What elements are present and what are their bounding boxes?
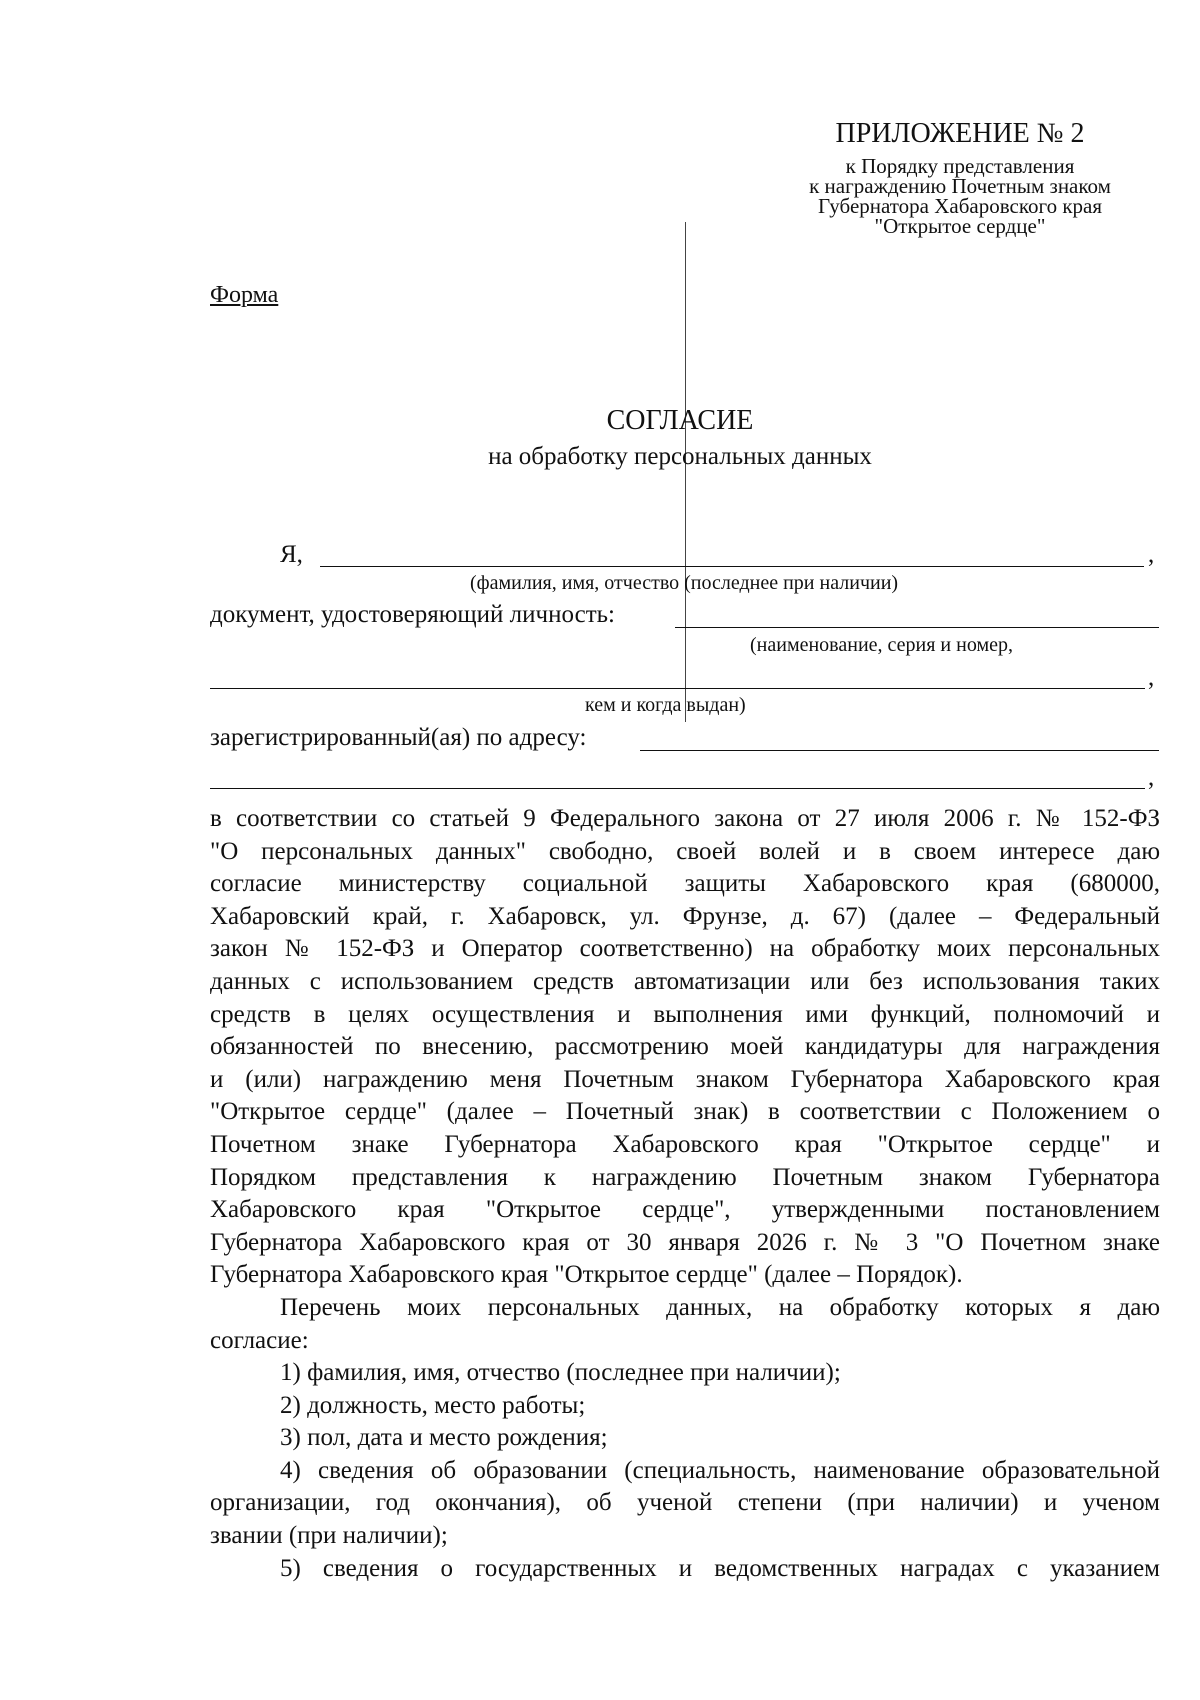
appendix-title: ПРИЛОЖЕНИЕ № 2 — [835, 118, 1085, 149]
body-line: "О персональных данных" свободно, своей волей и в своем интересе даю — [210, 837, 1160, 865]
list-item-4: 4) сведения об образовании (специальность, наименование образовательной — [280, 1456, 1160, 1484]
form-label: Форма — [210, 282, 279, 308]
list-intro-end: согласие: — [210, 1326, 309, 1354]
list-item-4-end: звании (при наличии); — [210, 1522, 448, 1550]
document-subtitle: на обработку персональных данных — [488, 443, 872, 470]
body-line: закон № 152-ФЗ и Оператор соответственно) на обработку моих персональных — [210, 935, 1160, 963]
doc-hint-2: кем и когда выдан) — [585, 694, 746, 716]
list-intro: Перечень моих персональных данных, на обработку которых я даю — [280, 1293, 1160, 1321]
doc-hint-1: (наименование, серия и номер, — [750, 634, 1013, 656]
name-prefix: Я, — [280, 541, 303, 568]
address-field-continued[interactable] — [210, 788, 1145, 789]
list-item-1: 1) фамилия, имя, отчество (последнее при наличии); — [280, 1359, 841, 1387]
address-comma: , — [1148, 764, 1155, 791]
doc-field[interactable] — [675, 627, 1159, 628]
doc-label: документ, удостоверяющий личность: — [210, 601, 615, 628]
body-line: согласие министерству социальной защиты Хабаровского края (680000, — [210, 870, 1160, 898]
body-line: "Открытое сердце" (далее – Почетный знак) в соответствии с Положением о — [210, 1098, 1160, 1126]
body-line: данных с использованием средств автоматизации или без использования таких — [210, 967, 1160, 995]
consent-body — [210, 803, 1160, 1585]
list-item-2: 2) должность, место работы; — [280, 1391, 586, 1419]
appendix-line-3: Губернатора Хабаровского края — [817, 194, 1103, 218]
list-item-5: 5) сведения о государственных и ведомственных наградах с указанием — [280, 1554, 1160, 1582]
doc-field-continued[interactable] — [210, 688, 1145, 689]
body-line: Хабаровский край, г. Хабаровск, ул. Фрунзе, д. 67) (далее – Федеральный — [210, 902, 1160, 930]
page-fold-line — [685, 222, 686, 722]
body-line: в соответствии со статьей 9 Федерального закона от 27 июля 2006 г. № 152-ФЗ — [210, 805, 1160, 832]
body-line: Хабаровского края "Открытое сердце", утвержденными постановлением — [210, 1196, 1160, 1224]
list-item-3: 3) пол, дата и место рождения; — [280, 1424, 608, 1452]
document-title: СОГЛАСИЕ — [606, 405, 754, 436]
address-label: зарегистрированный(ая) по адресу: — [210, 724, 587, 751]
appendix-line-2: к награждению Почетным знаком — [809, 174, 1111, 198]
name-comma: , — [1148, 541, 1155, 568]
body-line: Порядком представления к награждению Почетным знаком Губернатора — [210, 1163, 1160, 1191]
name-field[interactable] — [320, 566, 1144, 567]
list-item-4-cont: организации, год окончания), об ученой степени (при наличии) и ученом — [210, 1489, 1160, 1517]
body-line: Почетном знаке Губернатора Хабаровского края "Открытое сердце" и — [210, 1130, 1160, 1158]
doc-comma: , — [1148, 664, 1155, 691]
body-line: Губернатора Хабаровского края "Открытое сердце" (далее – Порядок). — [210, 1261, 963, 1289]
body-line: Губернатора Хабаровского края от 30 января 2026 г. № 3 "О Почетном знаке — [210, 1228, 1160, 1256]
appendix-line-4: "Открытое сердце" — [874, 214, 1046, 238]
name-hint: (фамилия, имя, отчество (последнее при наличии) — [470, 572, 899, 594]
body-line: и (или) награждению меня Почетным знаком Губернатора Хабаровского края — [210, 1065, 1160, 1093]
body-line: средств в целях осуществления и выполнения ими функций, полномочий и — [210, 1000, 1160, 1028]
body-line: обязанностей по внесению, рассмотрению моей кандидатуры для награждения — [210, 1033, 1160, 1061]
address-field[interactable] — [640, 750, 1159, 751]
appendix-line-1: к Порядку представления — [845, 154, 1075, 178]
